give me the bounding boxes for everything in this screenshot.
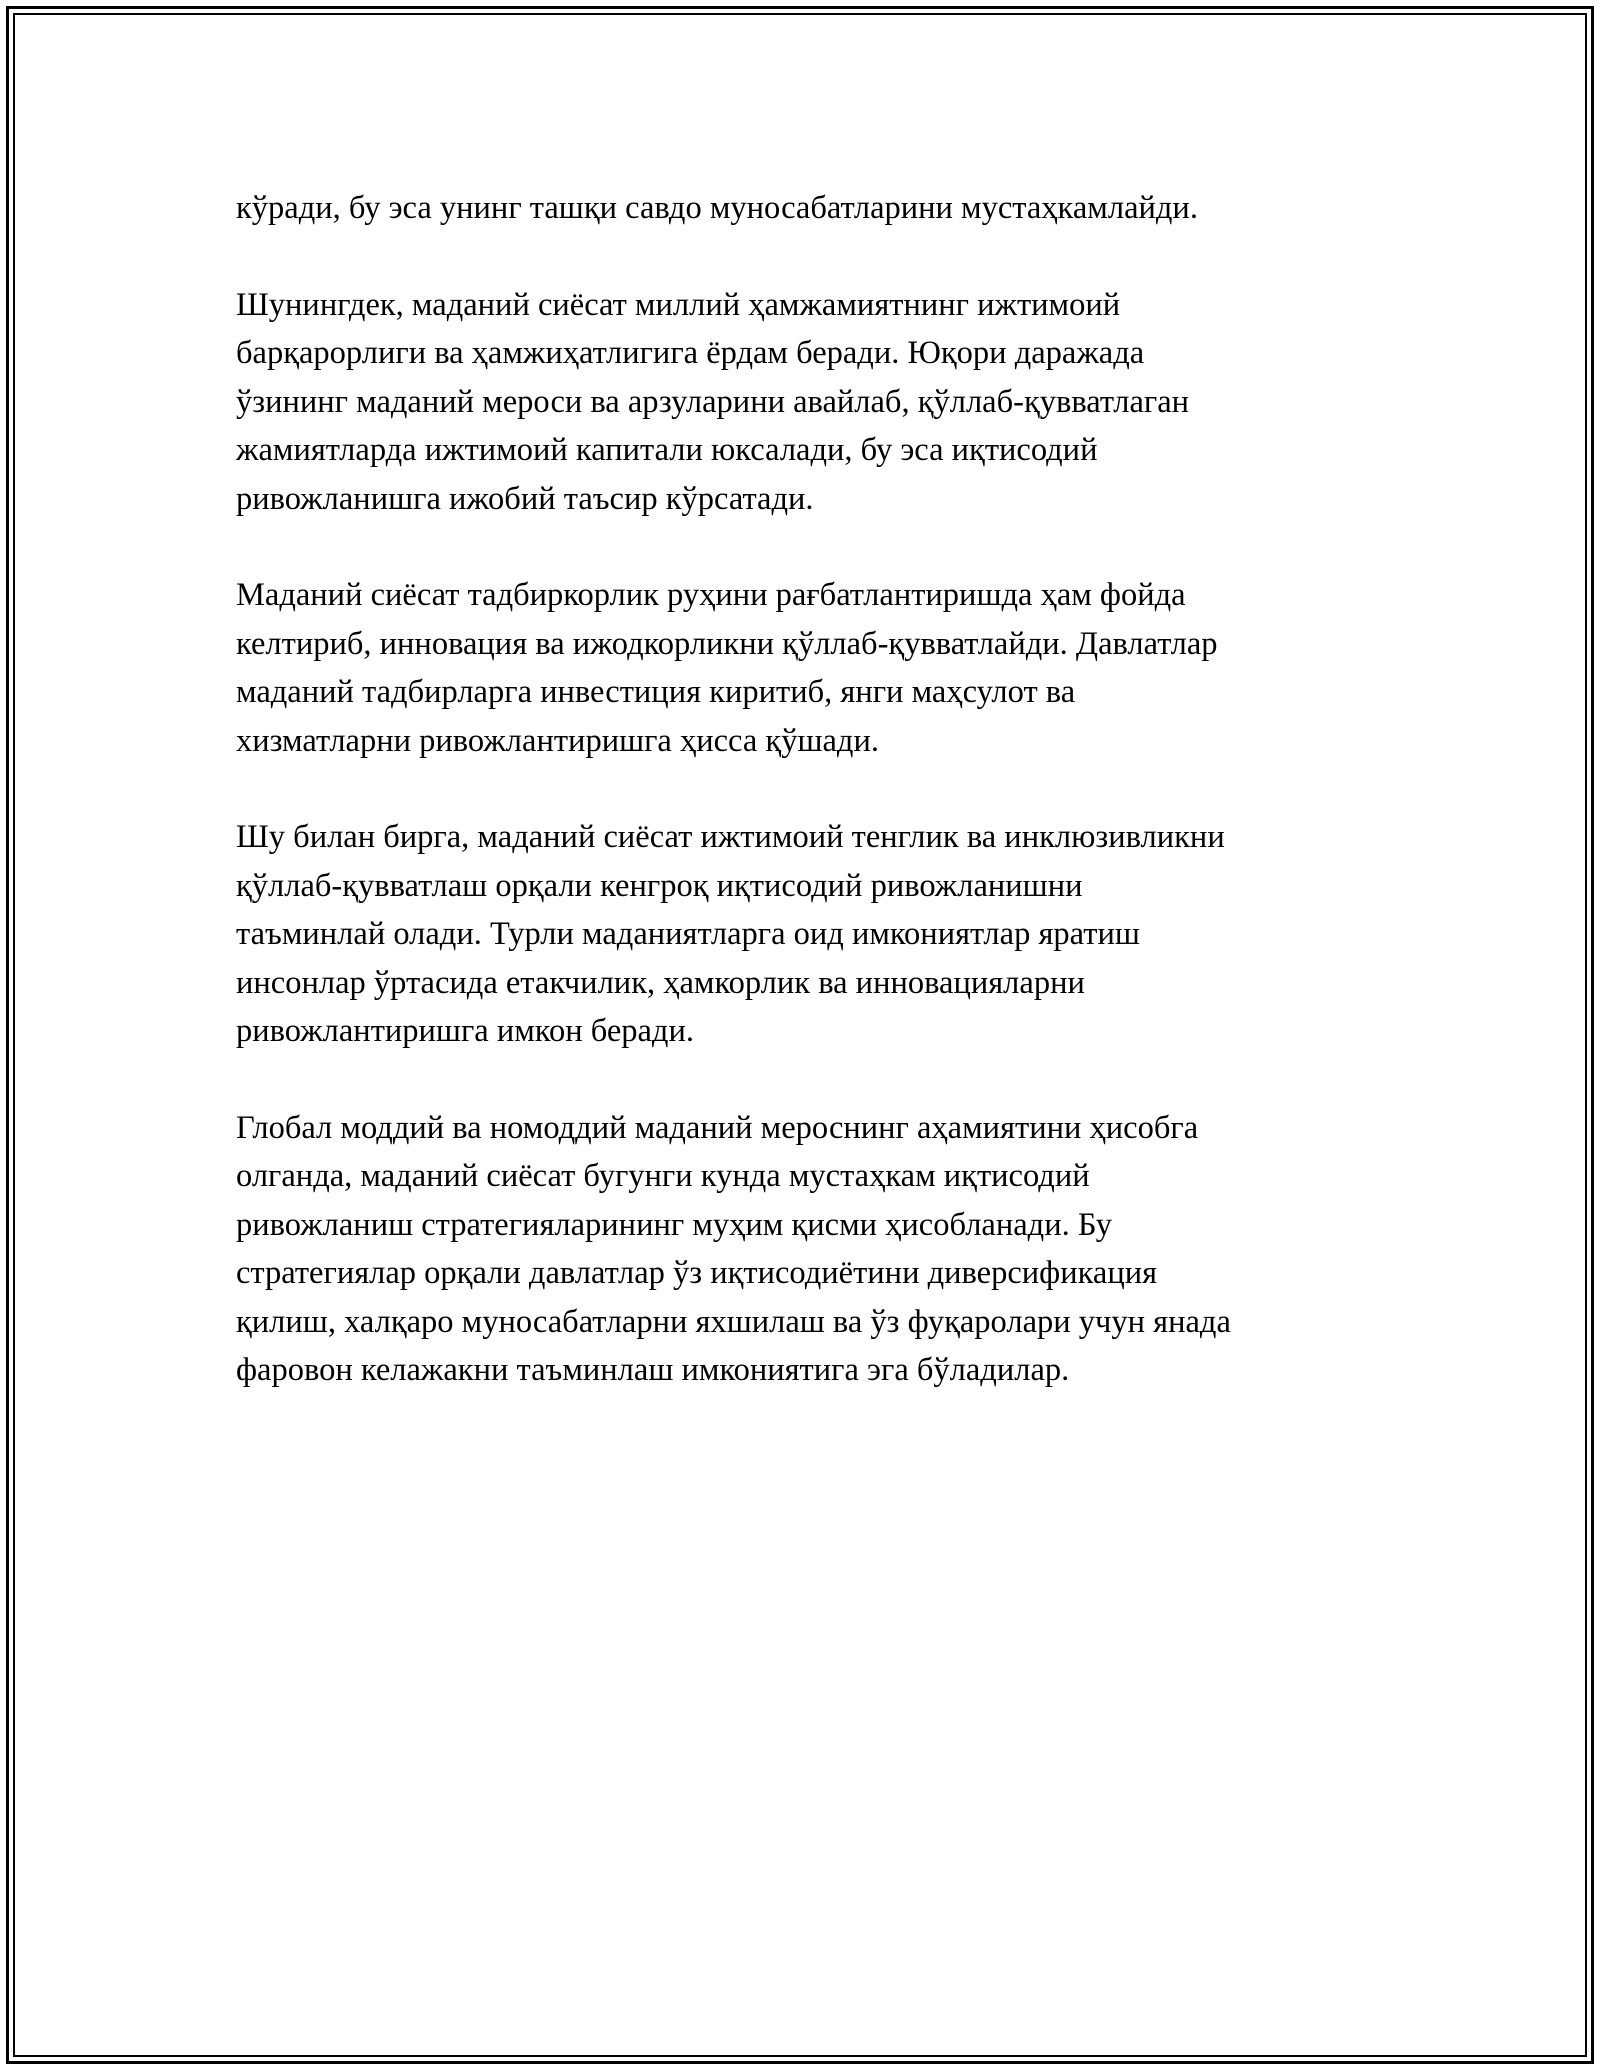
- paragraph: [236, 571, 1366, 765]
- text-line: ўзининг маданий мероси ва арзуларини авайлаб, қўллаб-қувватлаган: [236, 383, 1190, 420]
- paragraph: [236, 1104, 1366, 1395]
- document-body: [236, 184, 1366, 1443]
- text-line: инсонлар ўртасида етакчилик, ҳамкорлик ва инновацияларни: [236, 964, 1085, 1001]
- text-line: ривожлантиришга имкон беради.: [236, 1013, 694, 1049]
- text-line: ривожланиш стратегияларининг муҳим қисми ҳисобланади. Бу: [236, 1206, 1112, 1243]
- text-line: қилиш, халқаро муносабатларни яхшилаш ва ўз фуқаролари учун янада: [236, 1303, 1231, 1340]
- text-line: жамиятларда ижтимоий капитали юксалади, бу эса иқтисодий: [236, 432, 1098, 468]
- text-line: маданий тадбирларга инвестиция киритиб, янги маҳсулот ва: [236, 674, 1076, 710]
- text-line: Шунингдек, маданий сиёсат миллий ҳамжамиятнинг ижтимоий: [236, 286, 1121, 323]
- text-line: қўллаб-қувватлаш орқали кенгроқ иқтисодий ривожланишни: [236, 867, 1083, 904]
- paragraph: [236, 184, 1366, 233]
- paragraph: [236, 281, 1366, 524]
- text-line: стратегиялар орқали давлатлар ўз иқтисодиётини диверсификация: [236, 1255, 1158, 1291]
- text-line: олганда, маданий сиёсат бугунги кунда мустаҳкам иқтисодий: [236, 1158, 1090, 1194]
- text-line: таъминлай олади. Турли маданиятларга оид имкониятлар яратиш: [236, 916, 1140, 952]
- text-line: кўради, бу эса унинг ташқи савдо муносабатларини мустаҳкамлайди.: [236, 190, 1198, 226]
- text-line: келтириб, инновация ва ижодкорликни қўллаб-қувватлайди. Давлатлар: [236, 625, 1218, 662]
- text-line: фаровон келажакни таъминлаш имкониятига эга бўладилар.: [236, 1352, 1070, 1388]
- text-line: Маданий сиёсат тадбиркорлик руҳини рағбатлантиришда ҳам фойда: [236, 577, 1186, 613]
- text-line: ривожланишга ижобий таъсир кўрсатади.: [236, 480, 814, 517]
- text-line: барқарорлиги ва ҳамжиҳатлигига ёрдам беради. Юқори даражада: [236, 335, 1145, 371]
- text-line: Глобал моддий ва номоддий маданий мероснинг аҳамиятини ҳисобга: [236, 1109, 1199, 1146]
- text-line: Шу билан бирга, маданий сиёсат ижтимоий тенглик ва инклюзивликни: [236, 819, 1225, 855]
- text-line: хизматларни ривожлантиришга ҳисса қўшади.: [236, 722, 879, 759]
- paragraph: [236, 813, 1366, 1056]
